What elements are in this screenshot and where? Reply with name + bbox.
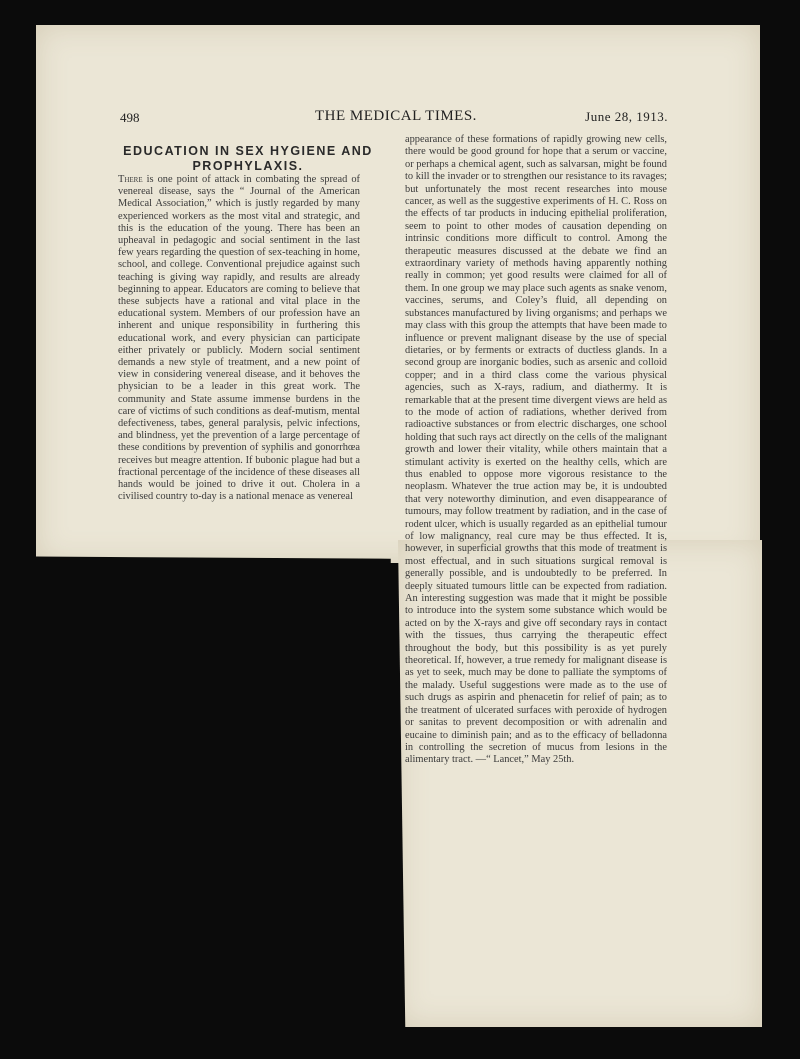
publication-date: June 28, 1913. <box>585 109 668 124</box>
page-header <box>120 108 680 130</box>
page-number: 498 <box>120 110 140 125</box>
article-left-column <box>118 174 360 503</box>
left-column-text: is one point of attack in combating the spread of venereal disease, says the “ Journal of the American Medical Association,” which is justly regarded by many experienced workers as the most vital and strategic, and this is the education of the young. There has been an upheaval in pedagogic and social sentiment in the last few years regarding the question of sex-teaching in home, school, and college. Conventional prejudice against such teaching is giving way rapidly, and results are already beginning to appear. Educators are coming to believe that these subjects have a rational and vital place in the educational system. Members of our profession have an inherent and unique responsibility in furthering this educational work, and every physician can participate either privately or publicly. Modern social sentiment demands a new style of treatment, and a new point of view in considering venereal disease, and it behoves the physician to be a leader in this great work. The community and State assume immense burdens in the care of victims of such conditions as deaf-mutism, mental defectiveness, tabes, general paralysis, pelvic infections, and blindness, yet the prevention of a large percentage of these conditions by prevention of syphilis and gonorrhœa receives but meagre attention. If bubonic plague had but a fractional percentage of the incidence of these diseases all hands would be joined to drive it out. Cholera in a civilised country to-day is a national menace as venereal <box>118 174 360 503</box>
newspaper-name: THE MEDICAL TIMES. <box>315 108 477 124</box>
lead-word: There <box>118 174 143 185</box>
article-title-line-2: PROPHYLAXIS. <box>192 159 304 173</box>
article-title <box>110 144 386 174</box>
article-title-line-1: EDUCATION IN SEX HYGIENE AND <box>123 144 373 158</box>
article-right-column <box>405 134 667 767</box>
right-column-text: appearance of these formations of rapidly growing new cells, there would be good ground for hope that a serum or vaccine, or perhaps a chemical agent, such as salvarsan, might be found to kill the invader or to strengthen our resistance to its ravages; but unfortunately the most recent researches into mouse cancer, as well as the suggestive experiments of H. C. Ross on the effects of tar products in inducing epithelial proliferation, seem to point to other modes of causation depending on intrinsic conditions more difficult to control. Among the therapeutic measures discussed at the debate we find an extraordinary variety of methods having apparently nothing really in common; yet good results were claimed for all of them. In one group we may place such agents as snake venom, vaccines, serums, and Coley’s fluid, all depending on substances manufactured by living organisms; and perhaps we may class with this group the attempts that have been made to influence or prevent malignant disease by the use of special dietaries, or by ferments or extracts of ductless glands. In a second group are inorganic bodies, such as arsenic and colloid copper; and in a third class come the various physical agencies, such as X-rays, radium, and diathermy. It is remarkable that at the present time divergent views are held as to the mode of action of radiations, whether derived from radioactive substances or from electric discharges, one school holding that such rays act directly on the cells of the malignant growth and lower their vitality, while others maintain that a stimulant activity is exerted on the healthy cells, which are thus enabled to oppose more vigorous resistance to the neoplasm. Whatever the true action may be, it is undoubted that very noteworthy diminution, and even disappearance of tumours, may follow treatment by radiation, and in the case of rodent ulcer, which is usually regarded as an epithelial tumour of low malignancy, real cure may be thus effected. It is, however, in superficial growths that this mode of treatment is most effectual, and in such situations surgical removal is generally possible, and is undoubtedly to be preferred. In deeply situated tumours little can be expected from radiation. An interesting suggestion was made that it might be possible to introduce into the system some substance which would be acted on by the X-rays and give off secondary rays in contact with the tissues, thus carrying the therapeutic effect throughout the body, but this possibility is as yet purely theoretical. If, however, a true remedy for malignant disease is as yet to seek, much may be done to palliate the symptoms of the malady. Useful suggestions were made as to the use of such drugs as aspirin and phenacetin for relief of pain; as to the treatment of ulcerated surfaces with peroxide of hydrogen or sanitas to prevent decomposition or with adrenalin and eucaine to diminish pain; and as to the efficacy of belladonna in controlling the secretion of mucus from lesions in the alimentary tract. —“ Lancet,” May 25th. <box>405 134 667 766</box>
